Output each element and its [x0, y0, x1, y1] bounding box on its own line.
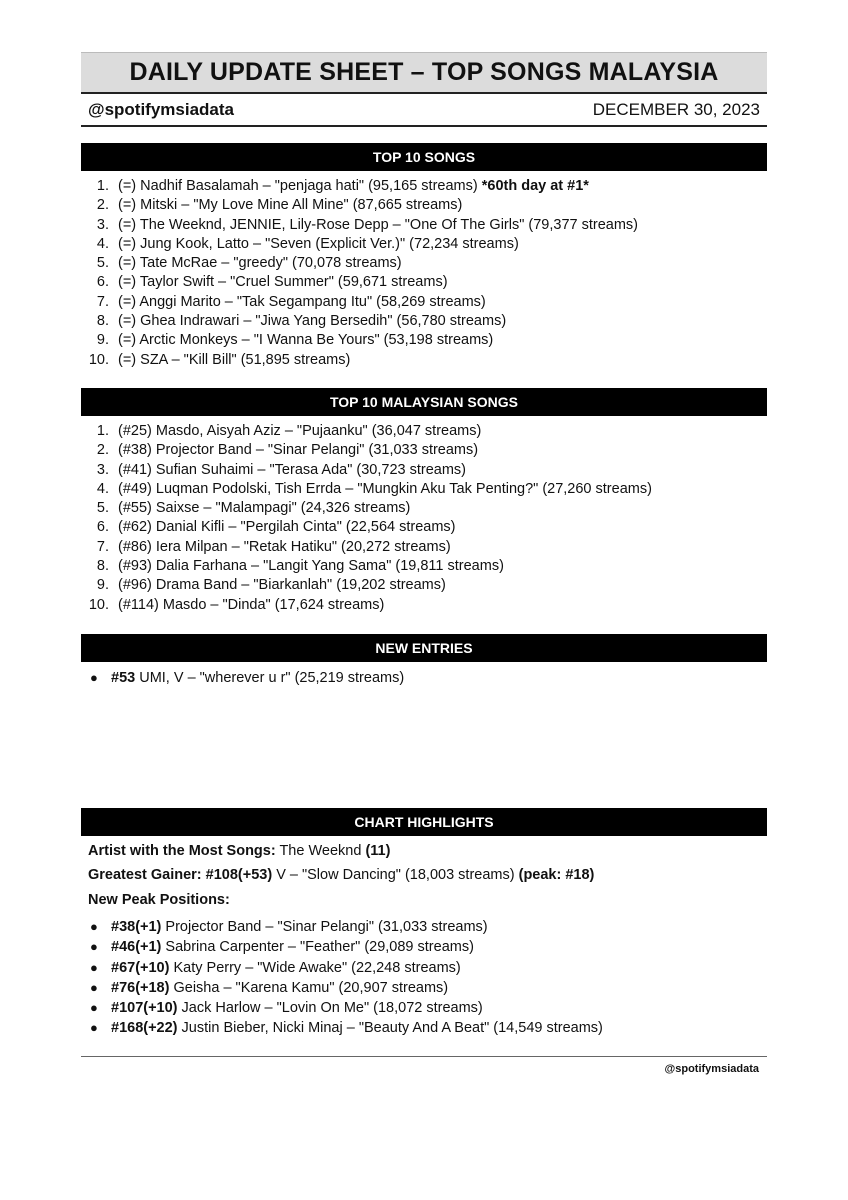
list-item: 4. (#49) Luqman Podolski, Tish Errda – "Mungkin Aku Tak Penting?" (27,260 streams) [96, 480, 652, 497]
list-item: 1. (=) Nadhif Basalamah – "penjaga hati" (95,165 streams) *60th day at #1* [81, 177, 638, 196]
bullet-icon: ● [90, 959, 98, 975]
list-item: 3. (#41) Sufian Suhaimi – "Terasa Ada" (30,723 streams) [96, 461, 466, 478]
list-item: 10. (#114) Masdo – "Dinda" (17,624 streams) [88, 596, 385, 613]
bullet-icon: ● [90, 919, 98, 934]
greatest-gainer-line: Greatest Gainer: #108(+53) V – "Slow Dancing" (18,003 streams) (peak: #18) [88, 867, 595, 883]
list-item: 4. (=) Jung Kook, Latto – "Seven (Explicit Ver.)" (72,234 streams) [96, 235, 519, 252]
most-songs-line: Artist with the Most Songs: The Weeknd (11) [88, 843, 391, 859]
list-item: 2. (#38) Projector Band – "Sinar Pelangi" (31,033 streams) [96, 442, 479, 459]
list-item: ● #46(+1) Sabrina Carpenter – "Feather" (29,089 streams) [90, 937, 603, 957]
bullet-icon: ● [90, 1000, 98, 1016]
list-item: 7. (=) Anggi Marito – "Tak Segampang Itu" (58,269 streams) [96, 293, 486, 310]
page-title: DAILY UPDATE SHEET – TOP SONGS MALAYSIA [129, 58, 719, 86]
footer-divider [81, 1056, 767, 1057]
list-item: ● #168(+22) Justin Bieber, Nicki Minaj – "Beauty And A Beat" (14,549 streams) [90, 1018, 603, 1038]
list-item: 10. (=) SZA – "Kill Bill" (51,895 streams) [88, 351, 351, 368]
list-item: 8. (=) Ghea Indrawari – "Jiwa Yang Bersedih" (56,780 streams) [96, 313, 507, 330]
list-item: 9. (=) Arctic Monkeys – "I Wanna Be Yours" (53,198 streams) [96, 332, 494, 349]
list-item: 5. (#55) Saixse – "Malampagi" (24,326 streams) [96, 500, 411, 517]
list-item: 1. (#25) Masdo, Aisyah Aziz – "Pujaanku" (36,047 streams) [96, 423, 482, 439]
bullet-icon: ● [90, 939, 98, 955]
list-item: 9. (#96) Drama Band – "Biarkanlah" (19,202 streams) [96, 577, 446, 594]
account-handle: @spotifymsiadata [88, 100, 235, 119]
subheader [88, 99, 760, 121]
section-heading-top10: TOP 10 SONGS [81, 143, 767, 171]
divider [81, 92, 767, 94]
bullet-icon: ● [90, 670, 98, 685]
divider [81, 125, 767, 127]
list-item: ● #67(+10) Katy Perry – "Wide Awake" (22,248 streams) [90, 958, 603, 978]
title-banner [81, 52, 767, 92]
section-heading-new-entries: NEW ENTRIES [81, 634, 767, 662]
list-item: ● #107(+10) Jack Harlow – "Lovin On Me" (18,072 streams) [90, 998, 603, 1018]
new-peaks-label: New Peak Positions: [88, 892, 230, 908]
new-peaks-list [90, 917, 603, 1039]
footer-handle: @spotifymsiadata [664, 1063, 759, 1075]
list-item: ● #76(+18) Geisha – "Karena Kamu" (20,907 streams) [90, 978, 603, 998]
malaysian-list [81, 422, 652, 615]
list-item: 6. (#62) Danial Kifli – "Pergilah Cinta" (22,564 streams) [96, 519, 456, 536]
section-heading-highlights: CHART HIGHLIGHTS [81, 808, 767, 836]
new-entries-list [90, 668, 404, 688]
list-item: ● #38(+1) Projector Band – "Sinar Pelangi" (31,033 streams) [90, 917, 603, 937]
streak-note: *60th day at #1* [481, 178, 589, 194]
list-item: 2. (=) Mitski – "My Love Mine All Mine" (87,665 streams) [96, 197, 463, 214]
list-item: 5. (=) Tate McRae – "greedy" (70,078 streams) [96, 255, 402, 272]
bullet-icon: ● [90, 979, 98, 995]
list-item: 7. (#86) Iera Milpan – "Retak Hatiku" (20,272 streams) [96, 538, 451, 555]
list-item: 3. (=) The Weeknd, JENNIE, Lily-Rose Depp – "One Of The Girls" (79,377 streams) [96, 216, 639, 233]
sheet-date: DECEMBER 30, 2023 [592, 100, 760, 119]
top10-list [81, 177, 638, 370]
list-item: 8. (#93) Dalia Farhana – "Langit Yang Sama" (19,811 streams) [96, 558, 504, 575]
list-item: ● #53 UMI, V – "wherever u r" (25,219 streams) [90, 668, 404, 688]
list-item: 6. (=) Taylor Swift – "Cruel Summer" (59,671 streams) [96, 274, 448, 291]
bullet-icon: ● [90, 1020, 98, 1036]
section-heading-malaysian: TOP 10 MALAYSIAN SONGS [81, 388, 767, 416]
